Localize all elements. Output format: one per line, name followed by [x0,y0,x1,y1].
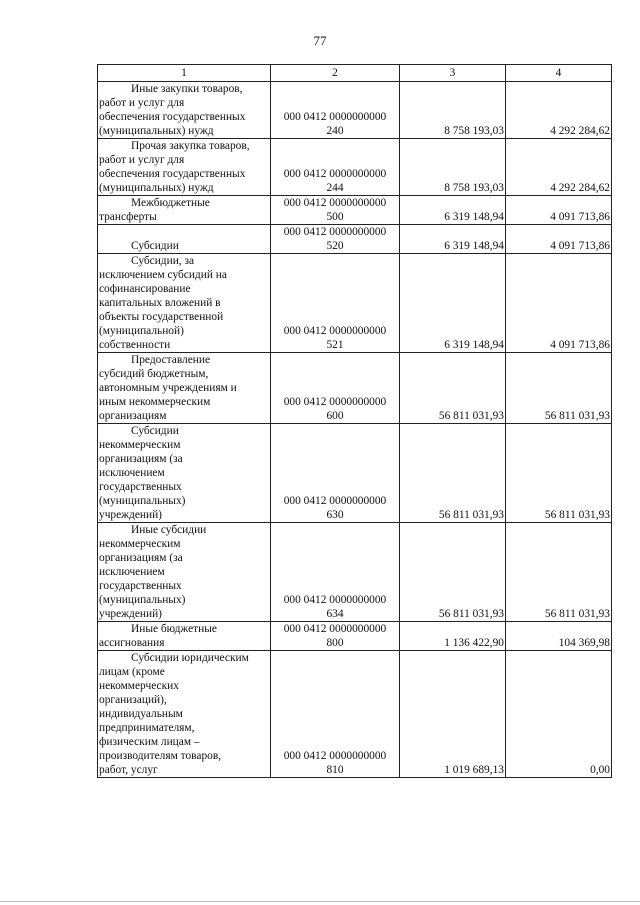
row-code-line: 000 0412 0000000000 [283,750,387,762]
row-name-cell [98,196,271,225]
row-code-line: 240 [326,125,344,137]
row-name-line: (муниципальных) нужд [99,182,214,194]
row-col3-value: 1 019 689,13 [400,651,506,778]
row-name-line: работ и услуг для [99,154,185,166]
table-row [98,196,612,225]
table-row [98,225,612,254]
row-name-line: учреждений) [99,509,162,521]
row-name-line: субсидий бюджетным, [99,368,209,380]
row-name-line: обеспечения государственных [99,168,246,180]
row-name-line: физическим лицам – [99,736,200,748]
row-col3-value: 6 319 148,94 [400,225,506,254]
table-row [98,651,612,778]
row-name-line: (муниципальных) нужд [99,125,214,137]
row-code-line: 000 0412 0000000000 [283,396,387,408]
row-name-cell [98,139,271,196]
row-code-line: 800 [326,637,344,649]
row-name-line: исключением [99,566,165,578]
row-name-cell [98,523,271,622]
row-name-line: некоммерческих [99,680,179,692]
table-row [98,523,612,622]
row-code-line: 630 [326,509,344,521]
row-name-line: капитальных вложений в [99,297,221,309]
table-row [98,622,612,651]
row-name-line: софинансирование [99,283,191,295]
row-name-line: некоммерческим [99,538,181,550]
row-name-line: Прочая закупка товаров, [131,140,250,152]
row-code-line: 244 [326,182,344,194]
row-col4-value: 56 811 031,93 [506,353,612,424]
row-name-line: производителям товаров, [99,750,222,762]
row-col3-value: 6 319 148,94 [400,196,506,225]
row-code-cell [271,82,400,139]
row-name-line: Субсидии [131,240,179,252]
row-col3-value: 6 319 148,94 [400,254,506,353]
row-name-line: Субсидии юридическим [131,652,249,664]
row-name-line: Иные бюджетные [131,623,217,635]
table-row [98,254,612,353]
row-name-line: некоммерческим [99,439,181,451]
row-name-line: Иные субсидии [131,524,207,536]
table-row [98,424,612,523]
row-name-line: ассигнования [99,637,165,649]
row-name-line: работ и услуг для [99,97,185,109]
row-code-line: 634 [326,608,344,620]
row-name-line: исключением [99,467,165,479]
row-col3-value: 56 811 031,93 [400,523,506,622]
row-name-line: организаций), [99,694,167,706]
row-code-line: 600 [326,410,344,422]
row-col4-value: 0,00 [506,651,612,778]
row-name-cell [98,353,271,424]
table-row [98,82,612,139]
row-name-cell [98,424,271,523]
row-col4-value: 4 292 284,62 [506,82,612,139]
row-name-line: автономным учреждениям и [99,382,237,394]
row-name-line: иным некоммерческим [99,396,211,408]
row-code-line: 000 0412 0000000000 [283,226,387,238]
row-name-cell [98,82,271,139]
row-code-line: 000 0412 0000000000 [283,495,387,507]
row-col4-value: 104 369,98 [506,622,612,651]
row-code-line: 000 0412 0000000000 [283,197,387,209]
row-name-line: Иные закупки товаров, [131,83,243,95]
row-code-line: 000 0412 0000000000 [283,168,387,180]
row-name-line: государственных [99,481,182,493]
row-col4-value: 4 091 713,86 [506,196,612,225]
row-code-cell [271,254,400,353]
table-header-row [98,65,612,82]
row-code-cell [271,622,400,651]
row-col4-value: 56 811 031,93 [506,523,612,622]
row-col4-value: 56 811 031,93 [506,424,612,523]
header-cell-1: 1 [98,65,271,82]
table-row [98,353,612,424]
row-name-line: (муниципальных) [99,594,186,606]
row-code-line: 000 0412 0000000000 [283,623,387,635]
row-code-cell [271,225,400,254]
row-name-cell [98,254,271,353]
row-name-line: индивидуальным [99,708,183,720]
row-col3-value: 56 811 031,93 [400,424,506,523]
row-code-line: 000 0412 0000000000 [283,111,387,123]
row-code-line: 000 0412 0000000000 [283,325,387,337]
row-code-line: 520 [326,240,344,252]
row-name-line: объекты государственной [99,311,224,323]
row-name-line: организациям (за [99,453,183,465]
row-name-line: обеспечения государственных [99,111,246,123]
row-col3-value: 8 758 193,03 [400,139,506,196]
table-row [98,139,612,196]
row-code-cell [271,353,400,424]
row-name-cell [98,622,271,651]
row-name-line: работ, услуг [99,764,158,776]
row-code-line: 500 [326,211,344,223]
row-code-line: 810 [326,764,344,776]
row-name-line: собственности [99,339,171,351]
row-code-cell [271,139,400,196]
row-name-cell [98,225,271,254]
page-number: 77 [313,33,327,48]
row-col3-value: 1 136 422,90 [400,622,506,651]
row-name-line: Межбюджетные [131,197,210,209]
row-code-cell [271,196,400,225]
row-col4-value: 4 091 713,86 [506,254,612,353]
row-name-line: организациям (за [99,552,183,564]
row-name-line: исключением субсидий на [99,269,227,281]
row-name-line: трансферты [99,211,157,223]
page-bottom-edge [0,901,640,902]
row-name-line: Предоставление [131,354,211,366]
row-name-line: государственных [99,580,182,592]
row-name-line: (муниципальной) [99,325,184,337]
row-name-line: учреждений) [99,608,162,620]
row-col4-value: 4 292 284,62 [506,139,612,196]
header-cell-3: 3 [400,65,506,82]
row-name-line: организациям [99,410,167,422]
row-col4-value: 4 091 713,86 [506,225,612,254]
row-name-line: предпринимателям, [99,722,195,734]
row-col3-value: 8 758 193,03 [400,82,506,139]
row-name-line: (муниципальных) [99,495,186,507]
row-name-line: лицам (кроме [99,666,165,678]
row-code-line: 521 [326,339,344,351]
header-cell-2: 2 [271,65,400,82]
row-col3-value: 56 811 031,93 [400,353,506,424]
row-code-cell [271,424,400,523]
row-name-line: Субсидии, за [131,255,195,267]
budget-table [97,64,612,778]
row-code-line: 000 0412 0000000000 [283,594,387,606]
row-code-cell [271,651,400,778]
row-name-cell [98,651,271,778]
row-code-cell [271,523,400,622]
row-name-line: Субсидии [131,425,179,437]
header-cell-4: 4 [506,65,612,82]
